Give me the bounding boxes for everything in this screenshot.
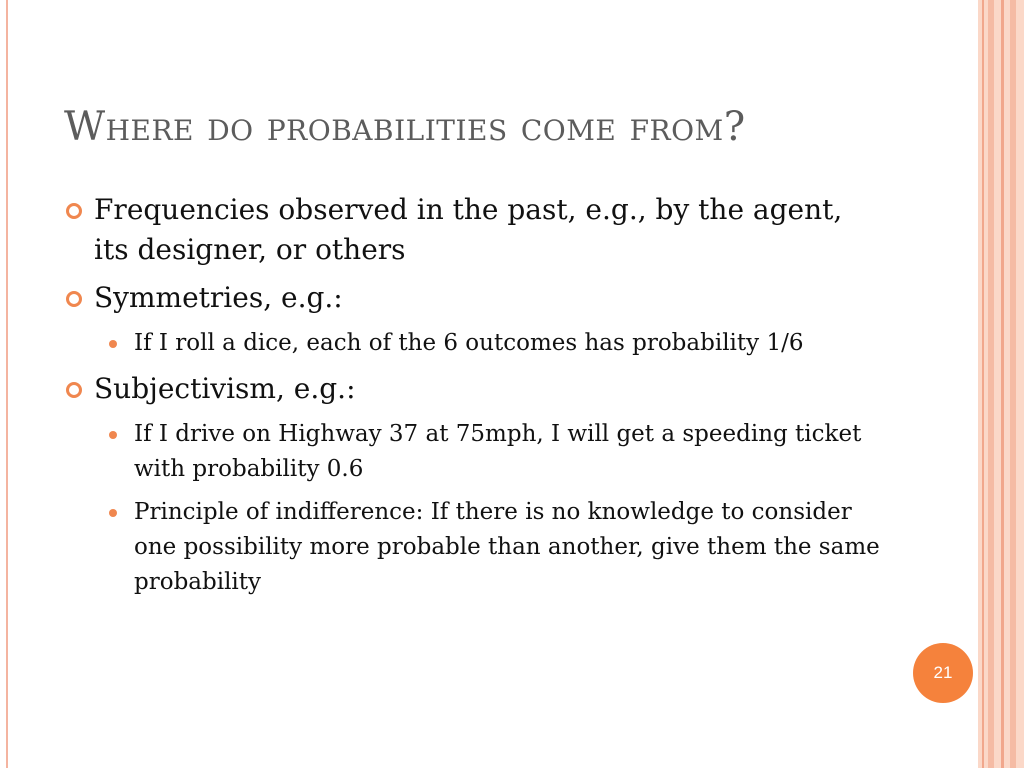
bullet-frequencies: [60, 190, 880, 270]
ring-bullet-icon: [66, 382, 82, 398]
bullet-text: Frequencies observed in the past, e.g., by the agent, its designer, or others: [94, 193, 843, 266]
ring-bullet-icon: [66, 203, 82, 219]
right-decorative-stripes: [978, 0, 1024, 768]
sub-bullet-text: If I drive on Highway 37 at 75mph, I will get a speeding ticket with probability 0.6: [134, 421, 862, 482]
sub-bullet-highway: [60, 417, 880, 487]
bullet-subjectivism: [60, 369, 880, 409]
stripe: [982, 0, 984, 768]
stripe: [988, 0, 994, 768]
sub-bullet-text: If I roll a dice, each of the 6 outcomes has probability 1/6: [134, 330, 804, 356]
sub-bullet-dice: [60, 326, 880, 361]
bullet-text: Subjectivism, e.g.:: [94, 372, 356, 405]
sub-bullet-text: Principle of indifference: If there is no knowledge to consider one possibility more probable than another, give them the same probability: [134, 499, 880, 595]
slide-number-badge: 21: [913, 643, 973, 703]
slide-content: [60, 190, 880, 608]
ring-bullet-icon: [66, 291, 82, 307]
bullet-text: Symmetries, e.g.:: [94, 281, 343, 314]
left-frame-line: [6, 0, 8, 768]
dot-bullet-icon: [109, 340, 117, 348]
dot-bullet-icon: [109, 431, 117, 439]
stripe: [1010, 0, 1016, 768]
dot-bullet-icon: [109, 509, 117, 517]
stripe: [1001, 0, 1004, 768]
slide-title: Where do probabilities come from?: [64, 104, 746, 150]
bullet-symmetries: [60, 278, 880, 318]
sub-bullet-indifference: [60, 495, 880, 600]
